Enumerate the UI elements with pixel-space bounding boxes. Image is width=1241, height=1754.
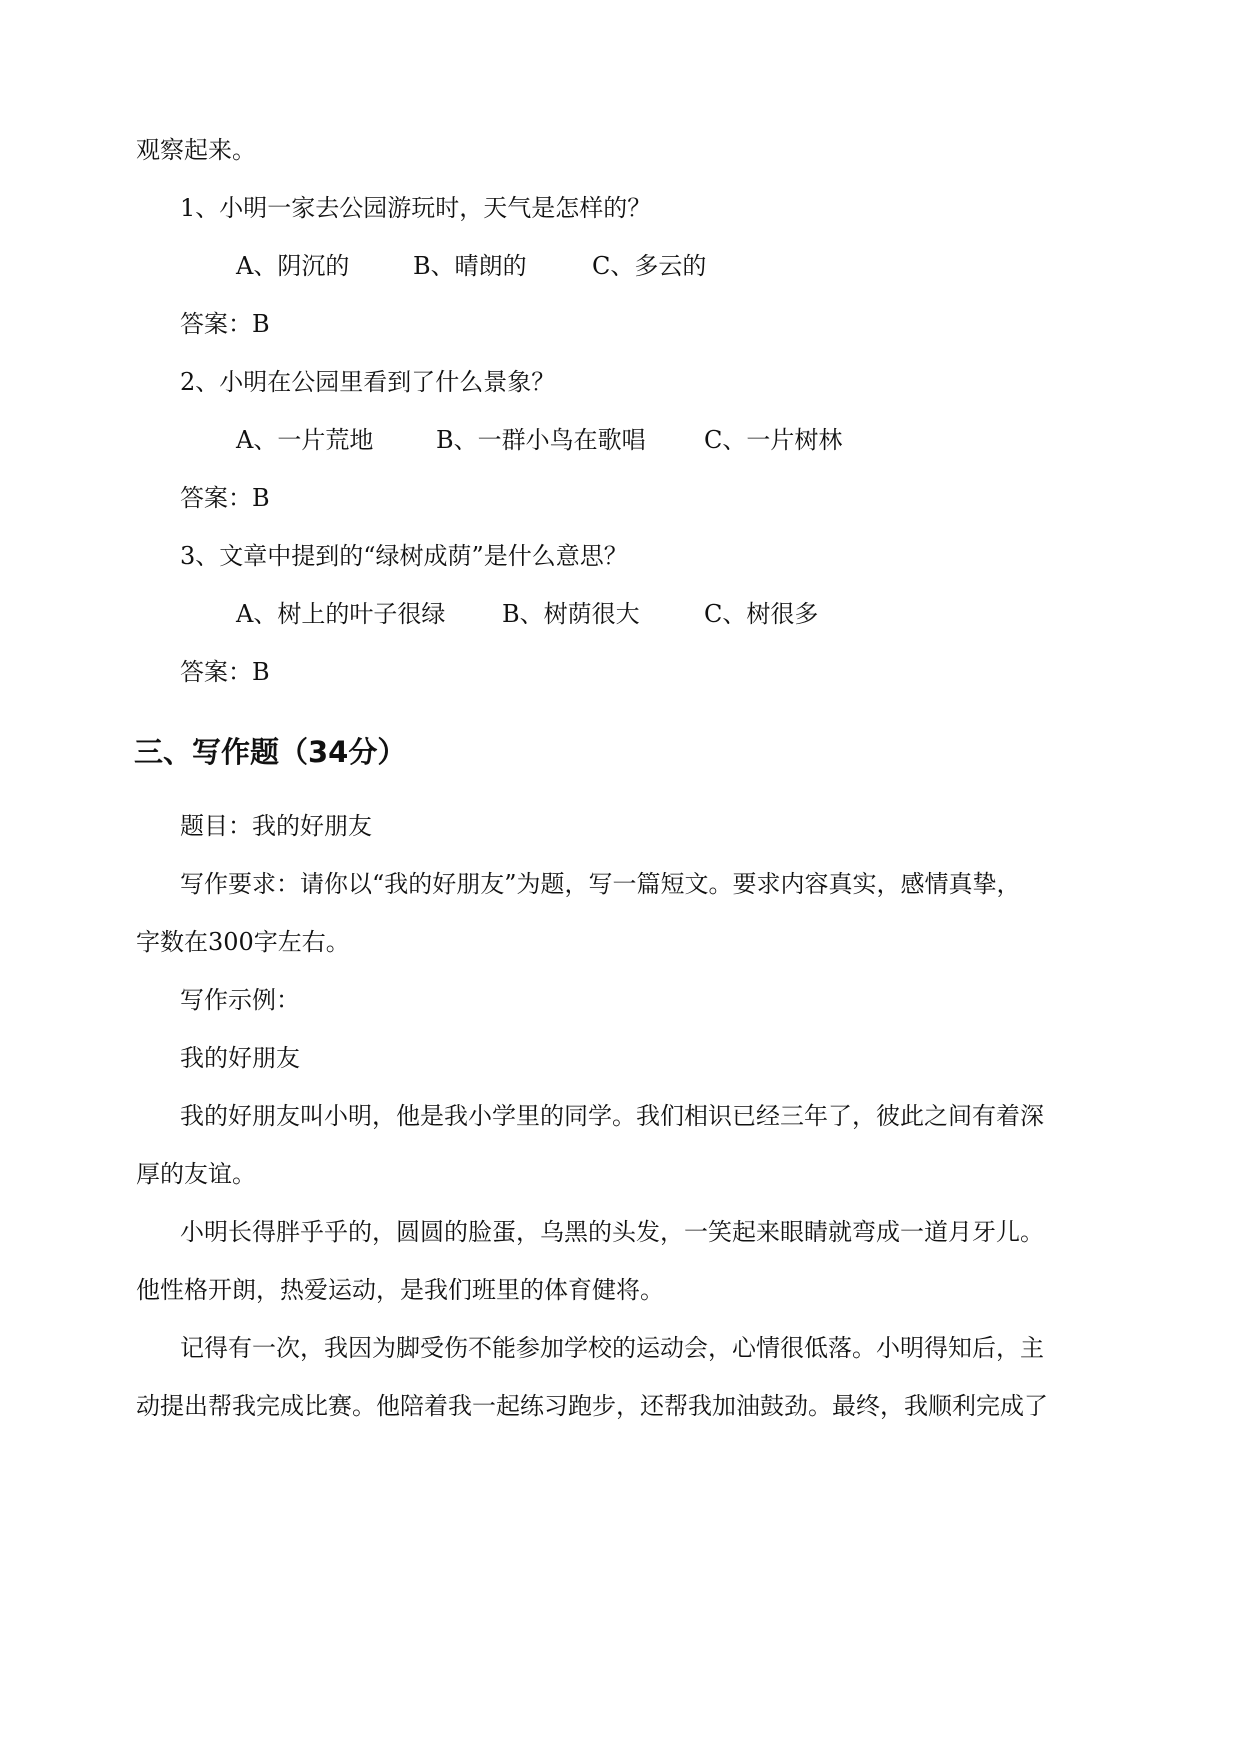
question-1-option-c: C、多云的 <box>592 252 707 280</box>
question-3-option-a: A、树上的叶子很绿 <box>236 600 446 628</box>
requirement-line-1: 写作要求：请你以“我的好朋友”为题，写一篇短文。要求内容真实，感情真挚， <box>180 870 1021 898</box>
essay-line: 我的好朋友叫小明，他是我小学里的同学。我们相识已经三年了，彼此之间有着深 <box>180 1102 1044 1130</box>
essay-line: 动提出帮我完成比赛。他陪着我一起练习跑步，还帮我加油鼓劲。最终，我顺利完成了 <box>136 1392 1048 1420</box>
question-3-answer: 答案：B <box>180 658 270 686</box>
section-heading: 三、写作题（34分） <box>134 735 407 769</box>
intro-tail: 观察起来。 <box>136 136 256 164</box>
essay-line: 厚的友谊。 <box>136 1160 256 1188</box>
essay-line: 他性格开朗，热爱运动，是我们班里的体育健将。 <box>136 1276 664 1304</box>
question-2-option-c: C、一片树林 <box>704 426 843 454</box>
question-1-option-a: A、阴沉的 <box>236 252 350 280</box>
question-2-option-b: B、一群小鸟在歌唱 <box>436 426 646 454</box>
essay-title: 我的好朋友 <box>180 1044 300 1072</box>
essay-line: 记得有一次，我因为脚受伤不能参加学校的运动会，心情很低落。小明得知后，主 <box>180 1334 1044 1362</box>
question-1-prompt: 1、小明一家去公园游玩时，天气是怎样的？ <box>180 194 652 222</box>
question-2-option-a: A、一片荒地 <box>236 426 374 454</box>
question-3-option-c: C、树很多 <box>704 600 819 628</box>
example-label: 写作示例： <box>180 986 300 1014</box>
question-3-option-b: B、树荫很大 <box>502 600 640 628</box>
question-3-prompt: 3、文章中提到的“绿树成荫”是什么意思？ <box>180 542 628 570</box>
essay-topic: 题目：我的好朋友 <box>180 812 372 840</box>
essay-line: 小明长得胖乎乎的，圆圆的脸蛋，乌黑的头发，一笑起来眼睛就弯成一道月牙儿。 <box>180 1218 1044 1246</box>
question-2-answer: 答案：B <box>180 484 270 512</box>
requirement-line-2: 字数在300字左右。 <box>136 928 350 956</box>
question-1-answer: 答案：B <box>180 310 270 338</box>
question-1-option-b: B、晴朗的 <box>413 252 527 280</box>
question-2-prompt: 2、小明在公园里看到了什么景象？ <box>180 368 556 396</box>
